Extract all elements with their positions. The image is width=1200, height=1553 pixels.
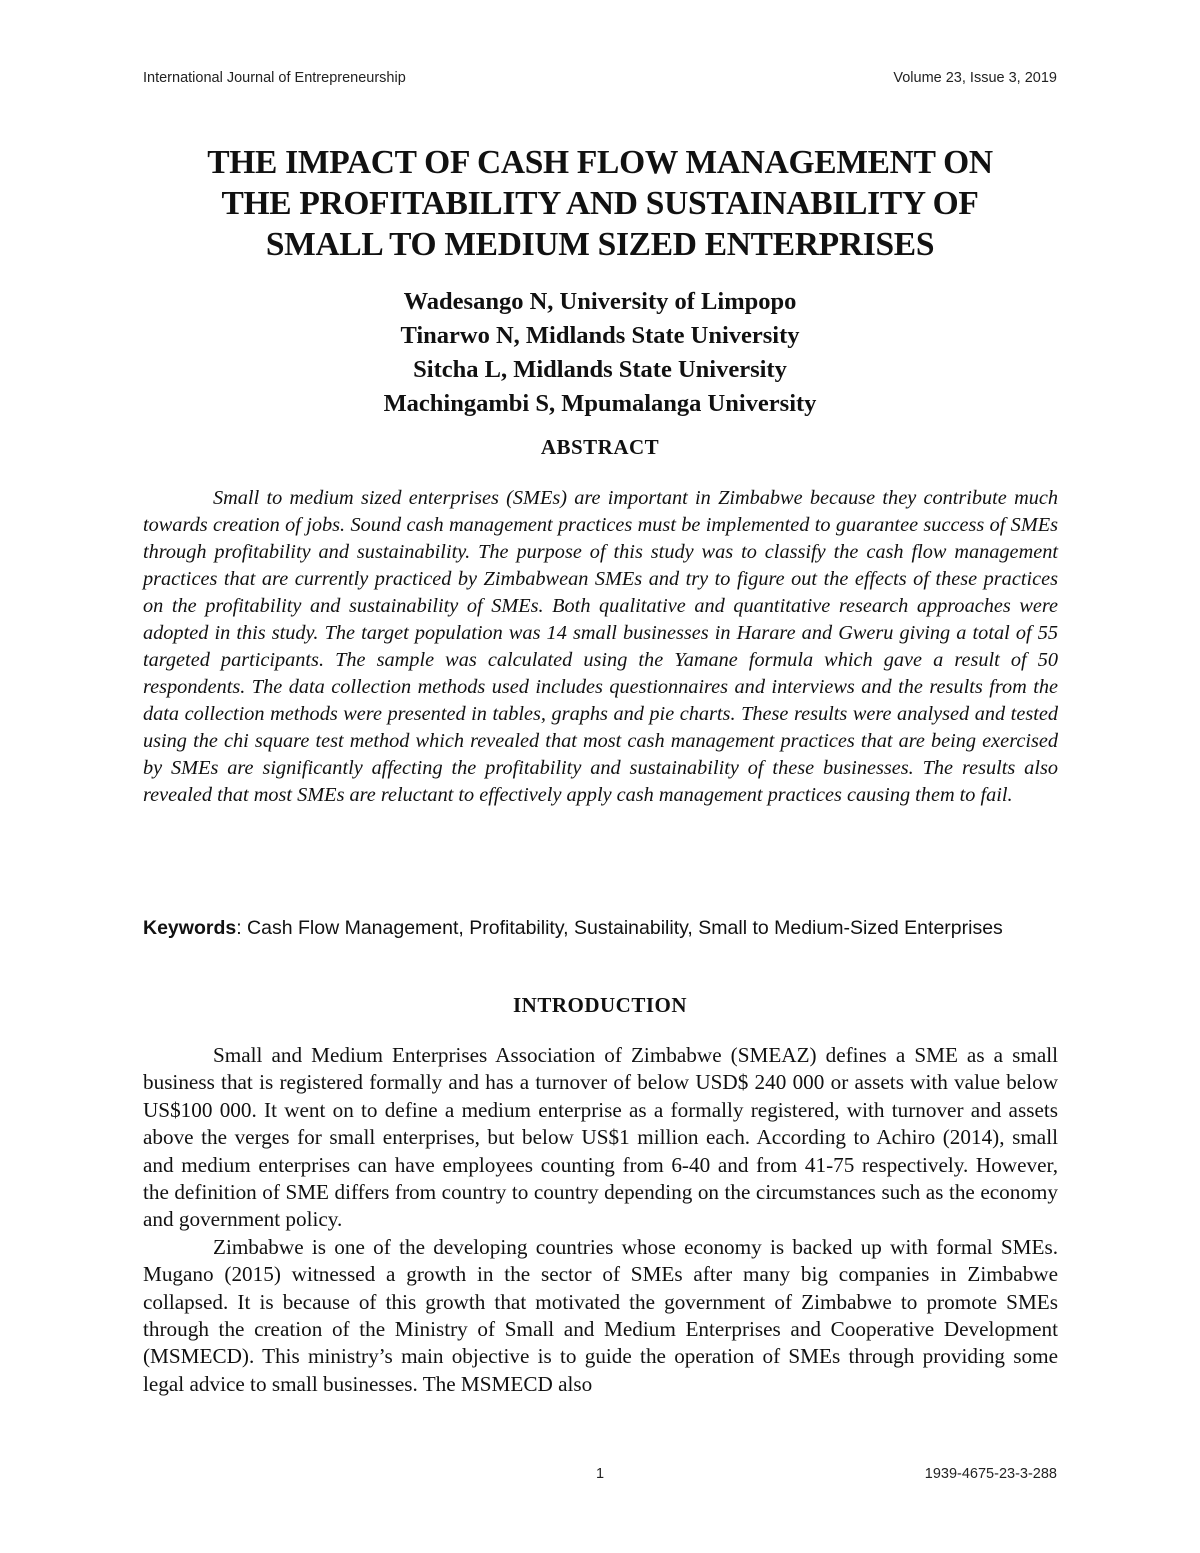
abstract-body: [143, 485, 1058, 809]
author: Tinarwo N, Midlands State University: [400, 322, 800, 349]
page-number: 1: [595, 1466, 605, 1482]
introduction-heading: INTRODUCTION: [512, 993, 688, 1017]
title-line: THE IMPACT OF CASH FLOW MANAGEMENT ON: [207, 144, 993, 181]
author: Sitcha L, Midlands State University: [413, 356, 787, 383]
abstract-heading: ABSTRACT: [540, 435, 660, 459]
author: Wadesango N, University of Limpopo: [403, 288, 797, 315]
author: Machingambi S, Mpumalanga University: [383, 390, 817, 417]
article-id: 1939-4675-23-3-288: [924, 1466, 1057, 1482]
abstract-text: Small to medium sized enterprises (SMEs) are important in Zimbabwe because they contribute much towards creation of jobs. Sound cash management practices must be implemented to guarantee success of SMEs through profitability and sustainability. The purpose of this study was to classify the cash flow management practices that are currently practiced by Zimbabwean SMEs and try to figure out the effects of these practices on the profitability and sustainability of SMEs. Both qualitative and quantitative research approaches were adopted in this study. The target population was 14 small businesses in Harare and Gweru giving a total of 55 targeted participants. The sample was calculated using the Yamane formula which gave a result of 50 respondents. The data collection methods used includes questionnaires and interviews and the results from the data collection methods were presented in tables, graphs and pie charts. These results were analysed and tested using the chi square test method which revealed that most cash management practices that are being exercised by SMEs are significantly affecting the profitability and sustainability of these businesses. The results also revealed that most SMEs are reluctant to effectively apply cash management practices causing them to fail.: [143, 487, 1058, 806]
running-header: [143, 70, 1057, 86]
journal-name: International Journal of Entrepreneurship: [143, 70, 406, 86]
title-line: SMALL TO MEDIUM SIZED ENTERPRISES: [265, 226, 935, 263]
volume-issue: Volume 23, Issue 3, 2019: [893, 70, 1057, 86]
introduction-body: [143, 1042, 1058, 1398]
title-line: THE PROFITABILITY AND SUSTAINABILITY OF: [221, 185, 979, 222]
paper-title: [100, 142, 1100, 265]
paragraph: Small and Medium Enterprises Association of Zimbabwe (SMEAZ) defines a SME as a small business that is registered formally and has a turnover of below USD$ 240 000 or assets with value below US$100 000. It went on to define a medium enterprise as a formally registered, with turnover and assets above the verges for small enterprises, but below US$1 million each. According to Achiro (2014), small and medium enterprises can have employees counting from 6-40 and from 41-75 respectively. However, the definition of SME differs from country to country depending on the circumstances such as the economy and government policy.: [143, 1043, 1058, 1232]
author-list: [100, 285, 1100, 421]
paragraph: Zimbabwe is one of the developing countries whose economy is backed up with formal SMEs. Mugano (2015) witnessed a growth in the sector of SMEs after many big companies in Zimbabwe collapsed. It is because of this growth that motivated the government of Zimbabwe to promote SMEs through the creation of the Ministry of Small and Medium Enterprises and Cooperative Development (MSMECD). This ministry’s main objective is to guide the operation of SMEs through providing some legal advice to small businesses. The MSMECD also: [143, 1234, 1058, 1396]
keywords: Keywords: Cash Flow Management, Profitability, Sustainability, Small to Medium-Sized Enterprises: [143, 917, 1003, 939]
keywords-text: Cash Flow Management, Profitability, Sustainability, Small to Medium-Sized Enterprises: [247, 917, 1003, 939]
keywords-label: Keywords: [143, 917, 237, 939]
